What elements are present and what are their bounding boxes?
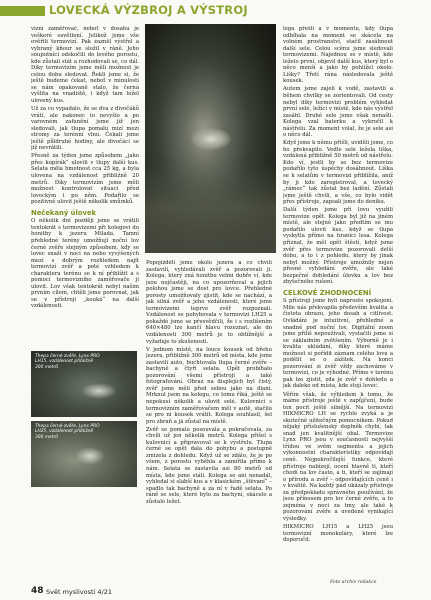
photo-foreground (145, 163, 276, 253)
thermal-image-lh15 (31, 351, 137, 417)
header-accent-bar (0, 6, 45, 16)
article-column-2 (146, 260, 272, 585)
thermal-heat-signature (75, 447, 105, 465)
paragraph: vizní zaměřovač, neboť v dosahu je veškeré osvětlení. Jelikož jsme vše ověřili termovizí. Pak zazněl výstřel a vybraný kňour se složil v ráně. Jeho souputníci odskočili do levého porostu, kde zůstali stát a rozhodovali se, co dál. Díky termovizím jsme měli možnost je celou dobu sledovat. Řekli jsme si, že ještě budeme čekat, neboť v minulosti se nám opakovaně stalo, že černá vyšlita na vnadiště, i když tam ležel ulovený kus. (31, 26, 139, 105)
section-title: LOVECKÁ VÝZBROJ A VÝSTROJ (49, 3, 248, 17)
caption-line: 300 metrů (35, 434, 59, 440)
paragraph: HIKMICRO LH15 a LH25 jsou termovizní monokuláry, které lze doporučit. (283, 523, 393, 544)
paragraph: Věřím však, že výhledem k tomu, že máme přístroje ještě v zapůjčení, bude ten pocit ještě silnější. Na termovizi HIKMICRO LH se rychle zvyká a je skutečně užitečným pomocníkem. Pokud nějaký příslušenský doplněk chybí, tak snad jen kvalitnější obal. Termovize Lynx PRO jsou v současnosti nejvyšší třídou ve svém segmentu a jejich výkonnostní charakteristiky odpovídají ceně. Nejpokročilejší funkce, které přístroje nabízejí, ocení hlavně ti, kteří chodí na lov často, a ti, kteří se zajímají o přírodu a zvěř – odpovídajících ceně i v kvalitě. Na každý pád ukázaly přístroje za předpokladu správného používání, že jsou přínosem pro lov černé zvěře, a to zejména v noci za tmy, ale také k pozorování zvěře a uvedené vynikající výsledky. (283, 391, 393, 522)
page-number: 48 (31, 586, 44, 596)
paragraph: Další týden jsme při lovu využili termovize opět. Kolega byl již na jiném místě, ale stejně jako předtím se mu podařilo ulovit kus, když se tlupa vyskytla přímo na hranici lesa. Kolega přiznal, že měl opět štěstí, když jsme zvěř přes termovize pozorovali delší dobu, a to i z pohledu, který by jinak nebyl možný. Přístroje umožnily nejen přesné vyhledání zvěře, ale také bezpečné dohledání úlovku a lov bez zbytečného rušení. (283, 207, 393, 286)
paragraph: Přesně za týden jsme způsobem „jako přes kopírák“ ulovili v tlupy další kus. Selata měla hmotnost cca 25 kg, a byla ulovena na vzdálenost přibližně 20 metrů. Díky termovizím jsme měli možnost kontrolovat situaci před loveckým i po něm. Podařilo se pozitivně ulovit ještě několik smůmků. (31, 153, 139, 206)
photo-highlight (191, 128, 231, 150)
caption-line: Thepa černé zvěře, Lynx PRO (35, 424, 100, 429)
paragraph: Popojížděli jsme okolo jezera a co chvíli zastavili, vyhledávali zvěř a pozorovali ji. Kolega, který zná honitbu velmi dobře ví, kde jsou nejčastěji, na co upozorňoval a jejich polohou jsme se dost pro lovce. Přehledné porosty umožňovaly zjistit, kde se nachází, a jak silná zvěř a jeho vzdálenosti, které jsme termovizemi teprve zvěř rozpoznali. Vzdálenost se pohybovala v termovizi LH25 a pokaždé jsme se přesvědčili, že i s rozlišením 640×480 lze kančí hlavu rozeznat, ale do vzdálenosti 300 metrů je to obtížnější a vyžaduje to zkušenosti. (146, 260, 272, 345)
caption-line: Thepa černé zvěře, Lynx PRO (35, 354, 100, 359)
paragraph: O několik dní později jsme se vrátili tentokrát s termovizemi při kolegovi do honitby k jezeru Milada. Tamní přehledné terény umožňují noční lov černé zvěře stejným způsobem, kdy se lovec snaží v noci na nebo vyvýšených mezi s dobrým rozhledem najít termovizí zvěř a poté vzhledem k charakteru terénu se k ní přiblížit a s pomocí termovizního zaměřovače ji ulovit. Lov však tentokrát nebyl našim prvním cílem, chtěli jsme porovnat, jak se v přístroji „kouká“ na další vzdálenosti. (31, 218, 139, 310)
photo-credit: Foto archiv redakce (330, 580, 377, 585)
paragraph: S přístroji jsme byli naprosto spokojeni. Mile nás překvapila především kvalita a čistota obrazu, jeho dosah a citlivost. Ovládání je intuitivní, přehledné a snadné pod noční lov. Digitální zoom jsme příliš nepoužívali, vystačili jsme si se základním zvětšením. Výborně je i kvalita ukládání, díky které máme možnost si pořídit záznam celého lovu a podělit se o zážitek. Na konci pozorování si zvěř vždy zachováme v termovizi, co je výhodné. Přímo v terénu pak lze zjistit, zda je zvěř v dohledu a jak daleko od místa, kde stojí lovec. (283, 298, 393, 390)
paragraph: Už za co vypadalo, že se dva z divočáků vrátí, ale nakonec to nevyšlo a po varovném zafunění jsme již jen sledovali, jak tlupa pomalu mizí mezi stromy za terénní vlnu. Čekali jsme ještě půldruhé hodiny, ale divočáci se již nevrátili. (31, 106, 139, 152)
caption-line: 300 metrů (35, 364, 59, 370)
thermal-heat-signature (81, 383, 117, 399)
paragraph: Autem jsme zajeli k vodě, zastavili a během chvilky se zorientovali. Od cesty nebyl díky termovizi problém vyhledat první selé, ležící v místě, kde nás výstřel zasáhl. Druhé sele jsme však nenašli. Kolega vzal baterku a vykročil k nástřelu. Za moment volal, že je sele asi o něco dál. (283, 86, 393, 139)
paragraph: lega přešli a v momentu, kdy tlupa odbíhala na moment se skácela na volném prostranství, stačil zasáhnout další sele. Celou scénu jsme sledovali termovizemi. Najednou se v místě, kde leželo první, objevil další kus, který byl o něco menší a jako by pohlížel okolo. Lišky? Třetí rána následovala ještě kousek. (283, 26, 393, 85)
thermal-image-lh25 (31, 421, 137, 487)
photo-caption (35, 424, 100, 440)
article-column-1 (31, 26, 139, 349)
subheading: CELKOVÉ ZHODNOCENÍ (283, 288, 372, 297)
paragraph: Když jsme k němu přišli, uviděli jsme, co ho překvapilo. Vedle sele ležela liška, vzdálená přibližně 50 metrů od nástřelu. Kdo ví, jestli by se bez termovize podařilo tyto úspěchy dosáhnout. Liška se k selatům v termovizi přiblížila, aniž by ji kdo zaregistroval, a lovecký „rámec“ tak zůstal bez ladění. Zůstali jsme ještě chvíli, a vše, co bylo vidět přes přístroje, zapsali jsme do deníku. (283, 140, 393, 206)
magazine-issue: Svět myslivosti 4/21 (46, 588, 112, 596)
photo-caption (35, 354, 100, 370)
article-column-3 (283, 26, 393, 585)
paragraph: V jednom místě, na louce kousek od břehu jezera, přibližně 300 metrů od místa, kde jsme zastavili auto, buchtovala tlupa černé zvěře – bachyně a čtyři selata. Opět probíhalo pozorování všemi přístroji a také fotografování. Obraz na displejích byl čistý, zvěř jsme měli před sebou jako na dlani. Mrknul jsem na kolegu, co tomu říká, ještě se nepokusí několik a ulovit selé. Kulovnici s termovizním zaměřovačem měl v autě, stačilo se pro ni kousek vrátit. Kolega souhlasil, šel pro zbraň a já zůstal na místě. (146, 346, 272, 425)
caption-line: LH25, vzdálenost přibližně (35, 429, 94, 435)
night-hunting-photo (145, 24, 276, 253)
caption-line: LH15, vzdálenost přibližně (35, 359, 94, 365)
subheading: Nečekaný úlovek (31, 208, 97, 217)
paragraph: Zvěř se pomalu posouvala a pokračovala, za chvíli už jen několik metrů. Kolega přišel s kulovnicí a připravoval se k výstřelu. Tlupa černé se opět dala do pohybu a postupně zmizela z dohledu. Když už se zdálo, že je po všem, z porostu vyběhla a zamířila přímo k nám. Selata se zastavila asi 80 metrů od místa, kde jsme stáli. Kolega se ani nenadál, vyhledal si slabší kus a v klasickém „štěvaní“ – spadlo tak bachyně a za ní v řadě selata. Po ráně se sele, které bylo za bachyní, skácelo a zůstalo ležet. (146, 426, 272, 505)
